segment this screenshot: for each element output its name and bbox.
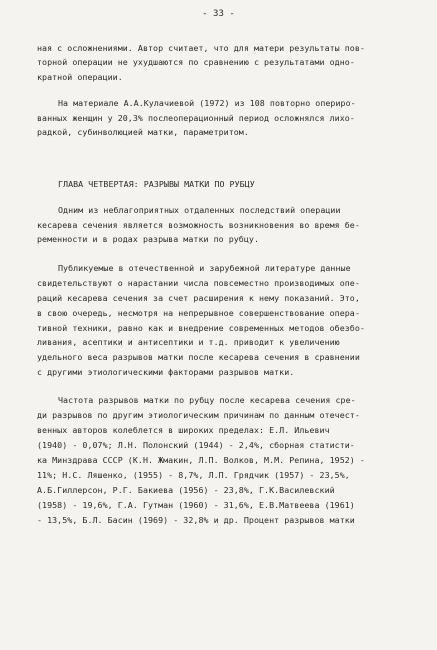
text-line: 11%; Н.С. Ляшенко, (1955) - 8,7%, Л.П. Грядчик (1957) - 23,5%, [37, 470, 350, 480]
text-line: Частота разрывов матки по рубцу после кесарева сечения сре- [58, 395, 356, 405]
text-line: тивной техники, равно как и внедрение современных методов обезбо- [37, 323, 365, 333]
page-number: - 33 - [202, 9, 235, 19]
text-line: радкой, субинволюцией матки, параметритом. [37, 127, 249, 137]
text-line: в свою очередь, несмотря на непрерывное совершенствование опера- [37, 308, 360, 318]
text-line: ная с осложнениями. Автор считает, что для матери результаты пов- [37, 43, 365, 53]
text-line: (1958) - 19,6%, Г.А. Гутман (1960) - 31,6%, Е.В.Матвеева (1961) [37, 500, 355, 510]
text-line: Публикуемые в отечественной и зарубежной литературе данные [58, 263, 351, 273]
text-line: свидетельствуют о нарастании числа повсеместно производимых опе- [37, 278, 360, 288]
chapter-heading: ГЛАВА ЧЕТВЕРТАЯ: РАЗРЫВЫ МАТКИ ПО РУБЦУ [58, 179, 255, 189]
text-line: - 13,5%, Б.Л. Басин (1969) - 32,8% и др. Процент разрывов матки [37, 515, 355, 525]
text-line: ванных женщин у 20,3% послеоперационный период осложнялся лихо- [37, 113, 355, 123]
text-line: раций кесарева сечения за счет расширения к нему показаний. Это, [37, 293, 360, 303]
text-line: Одним из неблагоприятных отдаленных последствий операции [58, 205, 341, 215]
text-line: с другими этиологическими факторами разрывов матки. [37, 367, 295, 377]
text-line: ременности и в родах разрыва матки по рубцу. [37, 234, 259, 244]
text-line: ди разрывов по другим этиологическим причинам по данным отечест- [37, 410, 360, 420]
text-line: ка Минздрава СССР (К.Н. Жмакин, Л.П. Волков, М.М. Репина, 1952) - [37, 455, 365, 465]
text-line: А.Б.Гиллерсон, Р.Г. Бакиева (1956) - 23,8%, Г.К.Василевский [37, 485, 335, 495]
text-line: На материале А.А.Кулачиевой (1972) из 108 повторно опериро- [58, 98, 356, 108]
text-line: удельного веса разрывов матки после кесарева сечения в сравнении [37, 352, 360, 362]
text-line: торной операции не ухудшаются по сравнению с результатами одно- [37, 57, 355, 67]
text-line: кратной операции. [37, 72, 123, 82]
text-line: ливания, асептики и антисептики и т.д. приводит к увеличению [37, 337, 340, 347]
text-line: кесарева сечения является возможность возникновения во время бе- [37, 220, 360, 230]
text-line: венных авторов колеблется в широких пределах: Е.Л. Ильевич [37, 425, 330, 435]
text-line: (1940) - 0,07%; Л.Н. Полонский (1944) - 2,4%, сборная статисти- [37, 440, 355, 450]
